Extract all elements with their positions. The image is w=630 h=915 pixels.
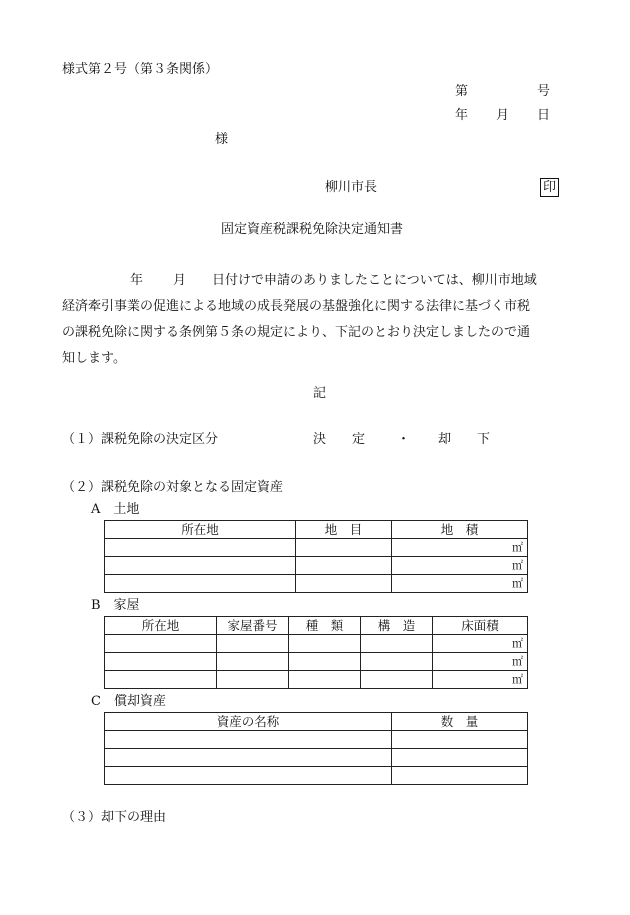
land-location-cell[interactable] — [105, 557, 296, 575]
land-location-cell[interactable] — [105, 575, 296, 593]
doc-number-prefix: 第 — [455, 84, 469, 99]
house-type-cell[interactable] — [289, 671, 361, 689]
section3-label: （３）却下の理由 — [62, 810, 167, 825]
depreciable-table — [104, 712, 528, 785]
land-label: A 土地 — [91, 502, 140, 517]
decision-separator: ・ — [397, 432, 411, 447]
date-year: 年 — [455, 108, 469, 123]
table-row — [105, 767, 528, 785]
table-row — [105, 731, 528, 749]
doc-number-suffix: 号 — [537, 84, 551, 99]
land-area-cell[interactable]: ㎡ — [392, 575, 528, 593]
table-row — [105, 539, 528, 557]
body-date-month: 月 — [173, 273, 187, 288]
table-header-row — [105, 617, 528, 635]
section2-label: （２）課税免除の対象となる固定資産 — [62, 480, 284, 495]
house-type-cell[interactable] — [289, 635, 361, 653]
depreciable-header-name: 資産の名称 — [105, 713, 392, 731]
house-structure-cell[interactable] — [361, 671, 433, 689]
depreciable-name-cell[interactable] — [105, 767, 392, 785]
house-location-cell[interactable] — [105, 653, 217, 671]
form-number: 様式第２号（第３条関係） — [62, 62, 219, 77]
land-table — [104, 520, 528, 593]
house-header-floor-area: 床面積 — [433, 617, 528, 635]
depreciable-quantity-cell[interactable] — [392, 731, 528, 749]
body-text-line4: 知します。 — [62, 351, 126, 366]
depreciable-name-cell[interactable] — [105, 749, 392, 767]
land-category-cell[interactable] — [296, 539, 392, 557]
ki-heading: 記 — [313, 386, 327, 401]
house-header-type: 種 類 — [289, 617, 361, 635]
house-type-cell[interactable] — [289, 653, 361, 671]
depreciable-quantity-cell[interactable] — [392, 767, 528, 785]
date-month: 月 — [496, 108, 510, 123]
land-area-cell[interactable]: ㎡ — [392, 539, 528, 557]
house-number-cell[interactable] — [217, 635, 289, 653]
table-row — [105, 575, 528, 593]
section1-label: （１）課税免除の決定区分 — [62, 432, 219, 447]
house-header-number: 家屋番号 — [217, 617, 289, 635]
house-header-structure: 構 造 — [361, 617, 433, 635]
body-text-line3: の課税免除に関する条例第５条の規定により、下記のとおり決定しましたので通 — [62, 325, 531, 340]
house-structure-cell[interactable] — [361, 653, 433, 671]
house-floor-area-cell[interactable]: ㎡ — [433, 653, 528, 671]
table-header-row — [105, 521, 528, 539]
table-row — [105, 671, 528, 689]
table-row — [105, 653, 528, 671]
issuer: 柳川市長 — [325, 180, 378, 195]
body-text-line1: 日付けで申請のありましたことについては、柳川市地域 — [212, 273, 537, 288]
depreciable-label: C 償却資産 — [91, 694, 166, 709]
depreciable-header-quantity: 数 量 — [392, 713, 528, 731]
body-date-year: 年 — [130, 273, 144, 288]
depreciable-quantity-cell[interactable] — [392, 749, 528, 767]
house-structure-cell[interactable] — [361, 635, 433, 653]
addressee-suffix: 様 — [215, 132, 229, 147]
house-number-cell[interactable] — [217, 671, 289, 689]
house-location-cell[interactable] — [105, 671, 217, 689]
house-header-location: 所在地 — [105, 617, 217, 635]
house-floor-area-cell[interactable]: ㎡ — [433, 671, 528, 689]
house-floor-area-cell[interactable]: ㎡ — [433, 635, 528, 653]
house-location-cell[interactable] — [105, 635, 217, 653]
land-header-category: 地 目 — [296, 521, 392, 539]
depreciable-name-cell[interactable] — [105, 731, 392, 749]
land-area-cell[interactable]: ㎡ — [392, 557, 528, 575]
table-row — [105, 635, 528, 653]
land-header-location: 所在地 — [105, 521, 296, 539]
date-day: 日 — [537, 108, 551, 123]
table-row — [105, 749, 528, 767]
decision-option-reject: 却 下 — [438, 432, 491, 447]
table-row — [105, 557, 528, 575]
decision-option-approve: 決 定 — [313, 432, 366, 447]
table-header-row — [105, 713, 528, 731]
land-category-cell[interactable] — [296, 575, 392, 593]
seal-stamp: 印 — [540, 178, 559, 197]
land-category-cell[interactable] — [296, 557, 392, 575]
house-label: B 家屋 — [91, 598, 140, 613]
land-header-area: 地 積 — [392, 521, 528, 539]
land-location-cell[interactable] — [105, 539, 296, 557]
notice-body — [62, 268, 570, 372]
house-table — [104, 616, 528, 689]
document-title: 固定資産税課税免除決定通知書 — [221, 222, 404, 237]
house-number-cell[interactable] — [217, 653, 289, 671]
body-text-line2: 経済牽引事業の促進による地域の成長発展の基盤強化に関する法律に基づく市税 — [62, 299, 531, 314]
